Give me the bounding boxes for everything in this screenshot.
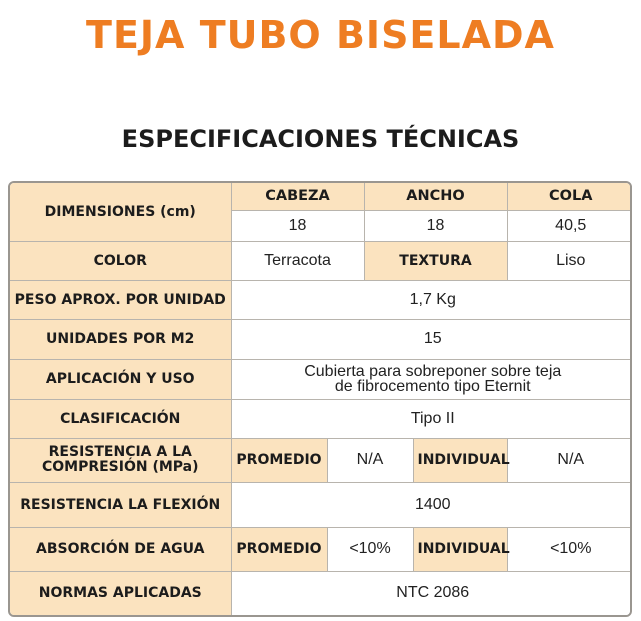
color-label: COLOR bbox=[10, 241, 231, 280]
compresion-promedio-label: PROMEDIO bbox=[231, 438, 327, 482]
dim-header-ancho: ANCHO bbox=[364, 183, 507, 210]
unidades-value: 15 bbox=[231, 319, 632, 359]
table-row bbox=[10, 319, 632, 359]
table-row bbox=[10, 280, 632, 319]
spec-table-frame bbox=[8, 181, 632, 617]
absorcion-individual-label: INDIVIDUAL bbox=[413, 527, 507, 571]
dim-value-cola: 40,5 bbox=[507, 210, 632, 241]
table-row bbox=[10, 359, 632, 399]
table-row bbox=[10, 571, 632, 615]
dim-header-cola: COLA bbox=[507, 183, 632, 210]
dim-value-cabeza: 18 bbox=[231, 210, 364, 241]
page-title: TEJA TUBO BISELADA bbox=[86, 13, 555, 57]
compresion-label bbox=[10, 438, 231, 482]
section-subtitle: ESPECIFICACIONES TÉCNICAS bbox=[121, 125, 520, 153]
color-value: Terracota bbox=[231, 241, 364, 280]
spec-table bbox=[10, 183, 632, 615]
peso-value: 1,7 Kg bbox=[231, 280, 632, 319]
table-row bbox=[10, 527, 632, 571]
table-row bbox=[10, 241, 632, 280]
table-row bbox=[10, 438, 632, 482]
dimensions-label: DIMENSIONES (cm) bbox=[10, 183, 231, 241]
flexion-value: 1400 bbox=[231, 482, 632, 527]
normas-value: NTC 2086 bbox=[231, 571, 632, 615]
aplicacion-value-line2: de fibrocemento tipo Eternit bbox=[334, 378, 531, 395]
absorcion-label: ABSORCIÓN DE AGUA bbox=[10, 527, 231, 571]
aplicacion-value bbox=[231, 359, 632, 399]
absorcion-promedio-label: PROMEDIO bbox=[231, 527, 327, 571]
absorcion-individual-value: <10% bbox=[507, 527, 632, 571]
compresion-individual-value: N/A bbox=[507, 438, 632, 482]
aplicacion-label: APLICACIÓN Y USO bbox=[10, 359, 231, 399]
compresion-promedio-value: N/A bbox=[327, 438, 413, 482]
dim-value-ancho: 18 bbox=[364, 210, 507, 241]
absorcion-promedio-value: <10% bbox=[327, 527, 413, 571]
compresion-individual-label: INDIVIDUAL bbox=[413, 438, 507, 482]
peso-label: PESO APROX. POR UNIDAD bbox=[10, 280, 231, 319]
dim-header-cabeza: CABEZA bbox=[231, 183, 364, 210]
unidades-label: UNIDADES POR M2 bbox=[10, 319, 231, 359]
table-row bbox=[10, 482, 632, 527]
compresion-label-line1: RESISTENCIA A LA bbox=[48, 444, 192, 460]
normas-label: NORMAS APLICADAS bbox=[10, 571, 231, 615]
aplicacion-value-line1: Cubierta para sobreponer sobre teja bbox=[304, 363, 562, 380]
textura-label: TEXTURA bbox=[364, 241, 507, 280]
textura-value: Liso bbox=[507, 241, 632, 280]
table-row bbox=[10, 183, 632, 210]
flexion-label: RESISTENCIA LA FLEXIÓN bbox=[10, 482, 231, 527]
compresion-label-line2: COMPRESIÓN (MPa) bbox=[41, 459, 199, 475]
clasificacion-value: Tipo II bbox=[231, 399, 632, 438]
clasificacion-label: CLASIFICACIÓN bbox=[10, 399, 231, 438]
table-row bbox=[10, 399, 632, 438]
